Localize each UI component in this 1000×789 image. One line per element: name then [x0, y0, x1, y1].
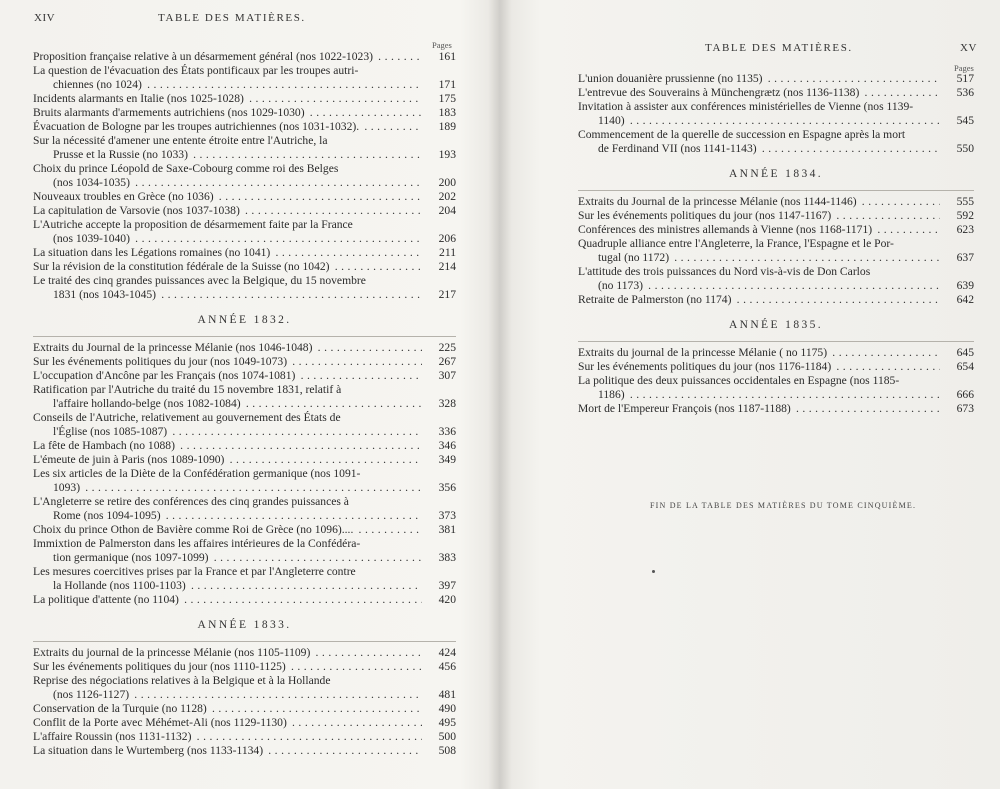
- toc-page-number: 171: [438, 78, 456, 91]
- toc-entry-title: [598, 114, 940, 128]
- toc-page-number: 349: [438, 453, 456, 466]
- toc-entry-row: [33, 176, 456, 190]
- toc-entry-line: 1186): [598, 388, 625, 401]
- toc-entry-line: 1140): [598, 114, 625, 127]
- toc-entry-title: [33, 439, 422, 453]
- toc-page-number: 202: [438, 190, 456, 203]
- toc-entry-row: [578, 251, 974, 265]
- toc-entry-title: [598, 251, 940, 265]
- toc-entry-row: [578, 402, 974, 416]
- toc-entry-title: [598, 388, 940, 402]
- toc-entry-line: Mort de l'Empereur François (nos 1187-1188): [578, 402, 791, 415]
- toc-entry-line: Reprise des négociations relatives à la Belgique et à la Hollande: [33, 674, 331, 687]
- toc-page-number: 536: [956, 86, 974, 99]
- toc-entry-title: [33, 120, 422, 134]
- toc-entry-line: L'entrevue des Souverains à Münchengrætz (nos 1136-1138): [578, 86, 860, 99]
- toc-entry[interactable]: [33, 467, 456, 495]
- toc-entry-row: [33, 439, 456, 453]
- toc-entry-row: [578, 279, 974, 293]
- toc-entry-title: [33, 716, 422, 730]
- toc-entry[interactable]: [33, 523, 456, 537]
- toc-entry-title: [33, 260, 422, 274]
- toc-entry-line: 1831 (nos 1043-1045): [53, 288, 157, 301]
- left-running-head: TABLE DES MATIÈRES.: [158, 12, 306, 24]
- toc-entry[interactable]: [578, 265, 974, 293]
- toc-entry-line: Conflit de la Porte avec Méhémet-Ali (nos 1129-1130): [33, 716, 287, 729]
- toc-entry-row: [33, 369, 456, 383]
- toc-entry-title: [53, 148, 422, 162]
- toc-page-number: 517: [956, 72, 974, 85]
- toc-page-number: 211: [439, 246, 456, 259]
- toc-entry-title: [53, 579, 422, 593]
- toc-entry-title: [53, 425, 422, 439]
- toc-entry[interactable]: [578, 237, 974, 265]
- toc-entry-row: [33, 551, 456, 565]
- toc-entry[interactable]: [33, 274, 456, 302]
- toc-entry[interactable]: [33, 593, 456, 607]
- toc-entry-row: [33, 646, 456, 660]
- toc-entry-line: Incidents alarmants en Italie (nos 1025-1028): [33, 92, 244, 105]
- toc-entry-line: Les mesures coercitives prises par la France et par l'Angleterre contre: [33, 565, 356, 578]
- toc-entry-row: [578, 114, 974, 128]
- toc-page-number: 373: [438, 509, 456, 522]
- toc-entry-row: [33, 593, 456, 607]
- toc-entry-line: L'Angleterre se retire des conférences des cinq grandes puissances à: [33, 495, 349, 508]
- toc-page-number: 204: [438, 204, 456, 217]
- toc-entry-line: La situation dans le Wurtemberg (nos 1133-1134): [33, 744, 264, 757]
- toc-entry-row: [33, 260, 456, 274]
- toc-entry-row: [33, 660, 456, 674]
- toc-entry-row: [578, 360, 974, 374]
- toc-page-number: 654: [956, 360, 974, 373]
- toc-entry-line: Les six articles de la Diète de la Confédération germanique (nos 1091-: [33, 467, 361, 480]
- toc-page-number: 206: [438, 232, 456, 245]
- toc-entry[interactable]: [33, 495, 456, 523]
- toc-entry-row: [578, 209, 974, 223]
- toc-entry-line: Ratification par l'Autriche du traité du 15 novembre 1831, relatif à: [33, 383, 342, 396]
- toc-entry-line: l'Église (nos 1085-1087): [53, 425, 168, 438]
- toc-entry-title: [53, 551, 422, 565]
- toc-entry[interactable]: [33, 702, 456, 716]
- toc-entry[interactable]: [33, 190, 456, 204]
- toc-page-number: 555: [956, 195, 974, 208]
- year-heading: ANNÉE 1832.: [197, 314, 292, 326]
- toc-entry-row: [33, 425, 456, 439]
- toc-page-number: 550: [956, 142, 974, 155]
- toc-entry-row: [33, 702, 456, 716]
- toc-entry[interactable]: [33, 218, 456, 246]
- toc-entry-title: [578, 402, 940, 416]
- toc-entry-title: [53, 509, 422, 523]
- toc-page-number: 225: [438, 341, 456, 354]
- toc-page-number: 336: [438, 425, 456, 438]
- toc-entry-row: [33, 744, 456, 758]
- toc-page-number: 645: [956, 346, 974, 359]
- toc-entry-row: [33, 481, 456, 495]
- toc-entry-row: [33, 688, 456, 702]
- toc-entry-line: La capitulation de Varsovie (nos 1037-1038): [33, 204, 240, 217]
- toc-page-number: 381: [438, 523, 456, 536]
- toc-entry-line: L'Autriche accepte la proposition de désarmement faite par la France: [33, 218, 353, 231]
- year-heading: ANNÉE 1833.: [197, 619, 292, 631]
- section-rule: [33, 641, 456, 642]
- toc-entry-line: Évacuation de Bologne par les troupes autrichiennes (nos 1031-1032).: [33, 120, 360, 133]
- toc-entry-title: [33, 355, 422, 369]
- toc-entry-title: [578, 195, 940, 209]
- right-pages-label: Pages: [954, 63, 974, 73]
- toc-page-number: 267: [438, 355, 456, 368]
- toc-entry[interactable]: [33, 106, 456, 120]
- left-pages-label: Pages: [432, 40, 452, 50]
- toc-entry-line: Bruits alarmants d'armements autrichiens (nos 1029-1030): [33, 106, 305, 119]
- toc-entry-row: [33, 509, 456, 523]
- toc-entry[interactable]: [33, 134, 456, 162]
- toc-entry[interactable]: [578, 374, 974, 402]
- toc-page-number: 508: [438, 744, 456, 757]
- toc-entry-line: La question de l'évacuation des États pontificaux par les troupes autri-: [33, 64, 359, 77]
- right-toc: [578, 72, 974, 416]
- toc-entry[interactable]: [33, 565, 456, 593]
- toc-entry-line: Nouveaux troubles en Grèce (no 1036): [33, 190, 214, 203]
- section-rule: [578, 341, 974, 342]
- toc-entry-title: [33, 50, 422, 64]
- toc-entry-row: [33, 716, 456, 730]
- toc-entry-title: [33, 660, 422, 674]
- toc-page-number: 346: [438, 439, 456, 452]
- toc-entry-title: [33, 523, 422, 537]
- toc-entry-title: [33, 190, 422, 204]
- toc-entry-row: [33, 120, 456, 134]
- toc-entry-title: [578, 293, 940, 307]
- toc-entry[interactable]: [33, 411, 456, 439]
- toc-entry-title: [33, 702, 422, 716]
- toc-entry[interactable]: [33, 64, 456, 92]
- toc-entry[interactable]: [578, 360, 974, 374]
- toc-entry-row: [33, 50, 456, 64]
- toc-entry-line: La situation dans les Légations romaines (no 1041): [33, 246, 271, 259]
- toc-entry-line: (no 1173): [598, 279, 643, 292]
- toc-entry-line: Commencement de la querelle de succession en Espagne après la mort: [578, 128, 906, 141]
- toc-entry-title: [33, 593, 422, 607]
- toc-entry-title: [578, 86, 940, 100]
- toc-page-number: 673: [956, 402, 974, 415]
- toc-entry-title: [578, 223, 940, 237]
- toc-entry-line: L'émeute de juin à Paris (nos 1089-1090): [33, 453, 225, 466]
- toc-entry[interactable]: [33, 162, 456, 190]
- left-folio: XIV: [34, 12, 56, 24]
- toc-page-number: 189: [438, 120, 456, 133]
- toc-entry-line: L'occupation d'Ancône par les Français (nos 1074-1081): [33, 369, 296, 382]
- toc-entry[interactable]: [33, 383, 456, 411]
- toc-entry[interactable]: [33, 92, 456, 106]
- toc-entry[interactable]: [33, 355, 456, 369]
- toc-entry-line: Sur les événements politiques du jour (nos 1049-1073): [33, 355, 288, 368]
- section-rule: [578, 190, 974, 191]
- toc-entry-row: [33, 78, 456, 92]
- toc-entry-title: [578, 346, 940, 360]
- toc-entry-line: Invitation à assister aux conférences ministérielles de Vienne (nos 1139-: [578, 100, 914, 113]
- toc-entry-line: Sur la nécessité d'amener une entente étroite entre l'Autriche, la: [33, 134, 328, 147]
- toc-entry-row: [33, 246, 456, 260]
- toc-entry-title: [33, 106, 422, 120]
- toc-entry-line: Immixtion de Palmerston dans les affaires intérieures de la Confédéra-: [33, 537, 361, 550]
- toc-entry-line: Choix du prince Léopold de Saxe-Cobourg comme roi des Belges: [33, 162, 339, 175]
- toc-entry-row: [33, 92, 456, 106]
- toc-entry[interactable]: [33, 369, 456, 383]
- toc-page-number: 666: [956, 388, 974, 401]
- toc-entry-line: (nos 1039-1040): [53, 232, 130, 245]
- toc-entry-line: Quadruple alliance entre l'Angleterre, la France, l'Espagne et le Por-: [578, 237, 894, 250]
- toc-entry[interactable]: [33, 537, 456, 565]
- toc-entry-title: [33, 341, 422, 355]
- toc-entry-line: chiennes (no 1024): [53, 78, 142, 91]
- toc-entry-title: [578, 209, 940, 223]
- toc-entry-row: [33, 397, 456, 411]
- toc-entry[interactable]: [33, 660, 456, 674]
- toc-page-number: 639: [956, 279, 974, 292]
- toc-entry-line: (nos 1034-1035): [53, 176, 130, 189]
- toc-page-number: 214: [438, 260, 456, 273]
- toc-entry-title: [33, 204, 422, 218]
- toc-entry-line: Choix du prince Othon de Bavière comme Roi de Grèce (no 1096)....: [33, 523, 354, 536]
- toc-entry-row: [578, 72, 974, 86]
- toc-page-number: 623: [956, 223, 974, 236]
- toc-page-number: 481: [438, 688, 456, 701]
- toc-entry[interactable]: [578, 128, 974, 156]
- toc-entry-row: [578, 346, 974, 360]
- toc-entry-line: Conservation de la Turquie (no 1128): [33, 702, 207, 715]
- toc-page-number: 356: [438, 481, 456, 494]
- toc-entry-title: [53, 481, 422, 495]
- toc-page-number: 307: [438, 369, 456, 382]
- toc-page-number: 183: [438, 106, 456, 119]
- right-page: [500, 0, 1000, 789]
- toc-entry-line: La fête de Hambach (no 1088): [33, 439, 175, 452]
- toc-entry-line: l'affaire hollando-belge (nos 1082-1084): [53, 397, 241, 410]
- toc-entry-line: tion germanique (nos 1097-1099): [53, 551, 209, 564]
- toc-entry-line: Proposition française relative à un désarmement général (nos 1022-1023): [33, 50, 373, 63]
- toc-entry-row: [33, 148, 456, 162]
- toc-entry-row: [33, 355, 456, 369]
- toc-entry-row: [33, 232, 456, 246]
- toc-page-number: 383: [438, 551, 456, 564]
- section-rule: [33, 336, 456, 337]
- toc-entry[interactable]: [33, 453, 456, 467]
- toc-entry-title: [53, 232, 422, 246]
- toc-entry-row: [578, 86, 974, 100]
- toc-entry-line: de Ferdinand VII (nos 1141-1143): [598, 142, 757, 155]
- toc-entry-line: L'affaire Roussin (nos 1131-1132): [33, 730, 192, 743]
- toc-entry-row: [33, 730, 456, 744]
- toc-entry-title: [33, 646, 422, 660]
- toc-entry-title: [33, 369, 422, 383]
- toc-page-number: 495: [438, 716, 456, 729]
- year-heading: ANNÉE 1834.: [728, 168, 824, 180]
- toc-page-number: 545: [956, 114, 974, 127]
- toc-page-number: 200: [438, 176, 456, 189]
- toc-entry-line: tugal (no 1172): [598, 251, 670, 264]
- toc-entry[interactable]: [578, 86, 974, 100]
- toc-entry-line: Sur la révision de la constitution fédérale de la Suisse (no 1042): [33, 260, 330, 273]
- toc-entry[interactable]: [33, 439, 456, 453]
- toc-entry-row: [578, 223, 974, 237]
- right-running-head: TABLE DES MATIÈRES.: [705, 42, 853, 54]
- toc-entry-title: [33, 453, 422, 467]
- toc-entry-row: [33, 453, 456, 467]
- toc-entry-line: (nos 1126-1127): [53, 688, 130, 701]
- toc-entry-title: [53, 397, 422, 411]
- toc-entry-title: [598, 142, 940, 156]
- toc-entry-title: [578, 72, 940, 86]
- toc-page-number: 217: [438, 288, 456, 301]
- toc-entry[interactable]: [33, 204, 456, 218]
- toc-page-number: 424: [438, 646, 456, 659]
- year-heading: ANNÉE 1835.: [728, 319, 824, 331]
- toc-entry-row: [33, 106, 456, 120]
- toc-entry-line: Extraits du Journal de la princesse Mélanie (nos 1046-1048): [33, 341, 313, 354]
- toc-entry-title: [33, 92, 422, 106]
- toc-entry-line: la Hollande (nos 1100-1103): [53, 579, 186, 592]
- toc-page-number: 328: [438, 397, 456, 410]
- toc-entry-line: Prusse et la Russie (no 1033): [53, 148, 188, 161]
- toc-entry[interactable]: [33, 50, 456, 64]
- toc-entry-title: [53, 78, 422, 92]
- end-of-table-note: FIN DE LA TABLE DES MATIÈRES DU TOME CINQUIÈME.: [650, 501, 917, 510]
- toc-entry[interactable]: [578, 72, 974, 86]
- toc-entry-row: [33, 341, 456, 355]
- toc-entry-line: 1093): [53, 481, 81, 494]
- toc-entry-title: [33, 246, 422, 260]
- toc-entry-row: [33, 523, 456, 537]
- toc-entry-title: [578, 360, 940, 374]
- toc-entry-title: [33, 744, 422, 758]
- toc-page-number: 456: [438, 660, 456, 673]
- toc-entry-row: [578, 142, 974, 156]
- toc-entry-line: Extraits du journal de la princesse Mélanie ( no 1175): [578, 346, 828, 359]
- ink-speck: [652, 570, 655, 573]
- toc-entry-title: [53, 688, 422, 702]
- toc-entry-row: [33, 190, 456, 204]
- toc-entry-line: Conseils de l'Autriche, relativement au gouvernement des États de: [33, 411, 341, 424]
- toc-entry[interactable]: [33, 674, 456, 702]
- toc-entry[interactable]: [578, 195, 974, 209]
- toc-entry-line: L'attitude des trois puissances du Nord vis-à-vis de Don Carlos: [578, 265, 871, 278]
- toc-entry[interactable]: [578, 100, 974, 128]
- toc-page-number: 637: [956, 251, 974, 264]
- toc-entry-line: L'union douanière prussienne (no 1135): [578, 72, 763, 85]
- toc-entry-title: [33, 730, 422, 744]
- toc-entry-line: Sur les événements politiques du jour (nos 1110-1125): [33, 660, 286, 673]
- toc-entry-title: [53, 288, 422, 302]
- toc-entry-row: [578, 293, 974, 307]
- toc-entry[interactable]: [33, 246, 456, 260]
- toc-entry-line: Conférences des ministres allemands à Vienne (nos 1168-1171): [578, 223, 873, 236]
- toc-page-number: 500: [438, 730, 456, 743]
- toc-entry-line: Rome (nos 1094-1095): [53, 509, 161, 522]
- toc-entry[interactable]: [33, 341, 456, 355]
- toc-page-number: 397: [438, 579, 456, 592]
- toc-entry[interactable]: [578, 209, 974, 223]
- toc-entry[interactable]: [578, 402, 974, 416]
- toc-entry-line: Sur les événements politiques du jour (nos 1176-1184): [578, 360, 832, 373]
- toc-entry-title: [53, 176, 422, 190]
- toc-page-number: 193: [438, 148, 456, 161]
- toc-entry-line: Le traité des cinq grandes puissances avec la Belgique, du 15 novembre: [33, 274, 366, 287]
- toc-entry[interactable]: [33, 744, 456, 758]
- toc-entry-row: [578, 195, 974, 209]
- toc-entry[interactable]: [33, 120, 456, 134]
- toc-page-number: 642: [956, 293, 974, 306]
- toc-entry[interactable]: [578, 223, 974, 237]
- toc-entry-line: Retraite de Palmerston (no 1174): [578, 293, 732, 306]
- toc-entry-title: [598, 279, 940, 293]
- toc-entry[interactable]: [33, 260, 456, 274]
- toc-entry[interactable]: [578, 346, 974, 360]
- toc-page-number: 592: [956, 209, 974, 222]
- toc-entry-row: [33, 579, 456, 593]
- toc-page-number: 161: [438, 50, 456, 63]
- toc-entry[interactable]: [33, 646, 456, 660]
- toc-entry-line: La politique d'attente (no 1104): [33, 593, 179, 606]
- toc-page-number: 175: [438, 92, 456, 105]
- toc-entry-line: Extraits du Journal de la princesse Mélanie (nos 1144-1146): [578, 195, 857, 208]
- toc-page-number: 420: [438, 593, 456, 606]
- toc-entry-line: Sur les événements politiques du jour (nos 1147-1167): [578, 209, 832, 222]
- toc-entry-row: [33, 288, 456, 302]
- toc-entry[interactable]: [578, 293, 974, 307]
- toc-entry-row: [578, 388, 974, 402]
- toc-entry-row: [33, 204, 456, 218]
- toc-entry[interactable]: [33, 730, 456, 744]
- right-folio: XV: [960, 42, 977, 54]
- toc-entry[interactable]: [33, 716, 456, 730]
- toc-entry-line: La politique des deux puissances occidentales en Espagne (nos 1185-: [578, 374, 900, 387]
- left-toc: [33, 50, 456, 758]
- toc-page-number: 490: [438, 702, 456, 715]
- toc-entry-line: Extraits du journal de la princesse Mélanie (nos 1105-1109): [33, 646, 311, 659]
